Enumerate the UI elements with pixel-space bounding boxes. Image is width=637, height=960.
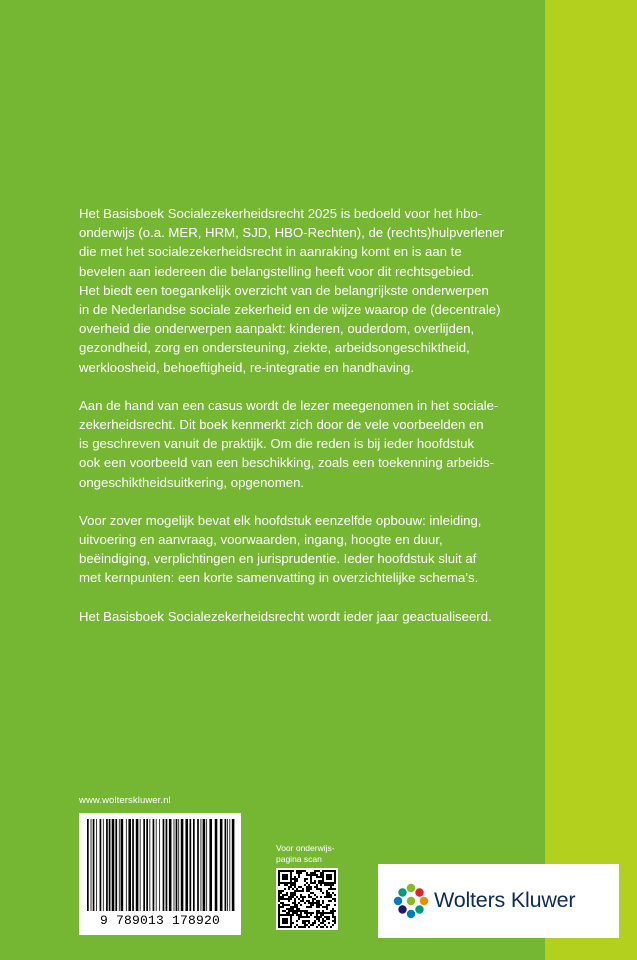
publisher-url[interactable]: www.wolterskluwer.nl bbox=[79, 795, 171, 806]
isbn-digits: 9 789013 178920 bbox=[99, 913, 221, 928]
spine-stripe bbox=[545, 0, 637, 960]
barcode-icon bbox=[85, 819, 235, 911]
wolters-kluwer-brand bbox=[378, 864, 619, 938]
qr-code-icon[interactable] bbox=[276, 868, 338, 930]
qr-caption: Voor onderwijs- pagina scan bbox=[276, 843, 335, 864]
back-cover-blurb bbox=[79, 204, 531, 645]
blurb-paragraph-1: Het Basisboek Socialezekerheidsrecht 2025 is bedoeld voor het hbo- onderwijs (o.a. MER, HRM, SJD, HBO-Rechten), de (rechts)hulpverlener die met het socialezekerheidsrecht in aanraking komt en is aan te bevelen aan iedereen die belangstelling heeft voor dit rechtsgebied. Het biedt een toegankelijk overzicht van de belangrijkste onderwerpen in de Nederlandse sociale zekerheid en de wijze waarop de (decentrale) overheid die onderwerpen aanpakt: kinderen, ouderdom, overlijden, gezondheid, zorg en ondersteuning, ziekte, arbeidsongeschiktheid, werkloosheid, behoeftigheid, re-integratie en handhaving. bbox=[79, 206, 505, 375]
brand-name: Wolters Kluwer bbox=[434, 888, 576, 912]
wolters-kluwer-logo-icon bbox=[392, 882, 430, 920]
blurb-paragraph-4: Het Basisboek Socialezekerheidsrecht wordt ieder jaar geactualiseerd. bbox=[79, 608, 492, 624]
blurb-paragraph-2: Aan de hand van een casus wordt de lezer meegenomen in het sociale- zekerheidsrecht. Dit boek kenmerkt zich door de vele voorbeelden en is geschreven vanuit de praktijk. Om die reden is bij ieder hoofdstuk ook een voorbeeld van een beschikking, zoals een toekenning arbeids- ongeschiktheidsuitkering, opgenomen. bbox=[79, 397, 499, 490]
blurb-paragraph-3: Voor zover mogelijk bevat elk hoofdstuk eenzelfde opbouw: inleiding, uitvoering en aanvraag, voorwaarden, ingang, hoogte en duur, beëindiging, verplichtingen en jurisprudentie. Ieder hoofdstuk sluit af met kernpunten: een korte samenvatting in overzichtelijke schema’s. bbox=[79, 512, 482, 586]
isbn-barcode bbox=[79, 813, 241, 935]
